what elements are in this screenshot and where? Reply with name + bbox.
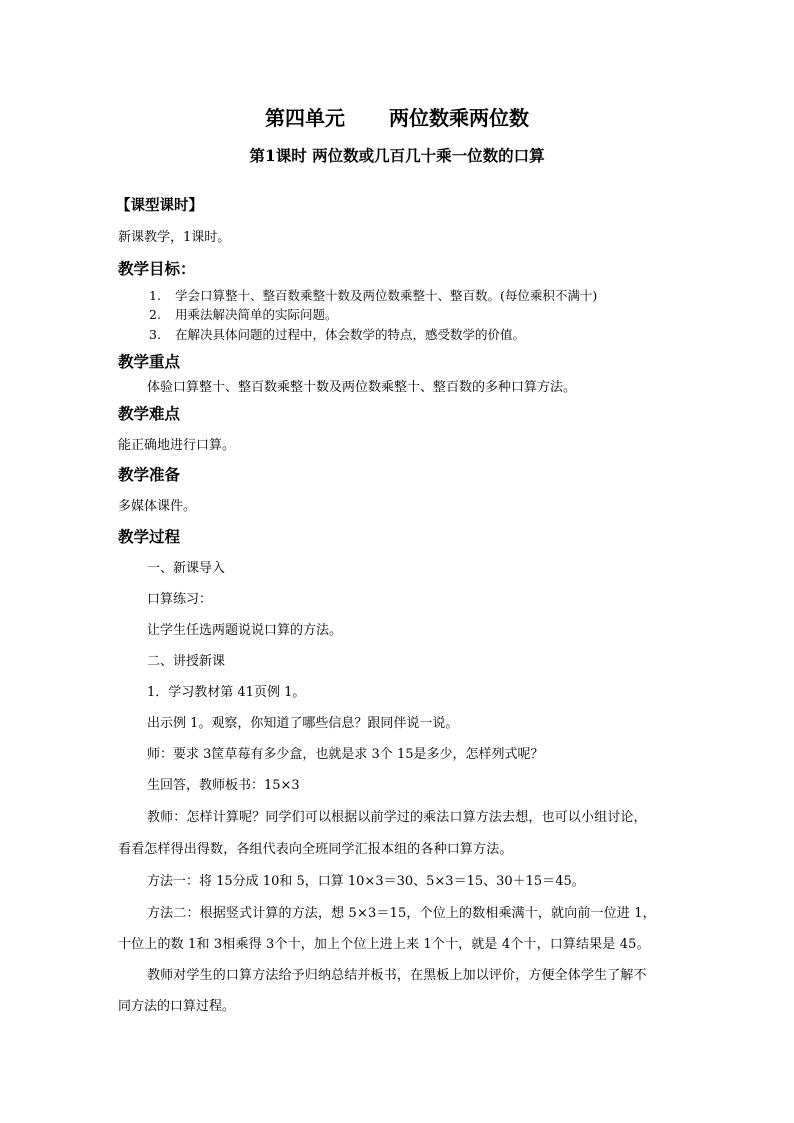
process-paragraph: 看看怎样得出得数，各组代表向全班同学汇报本组的各种口算方法。 [118,842,513,857]
goal-item [149,287,597,305]
process-paragraph: 生回答，教师板书：15×3 [147,778,300,793]
process-paragraph: 教师：怎样计算呢？同学们可以根据以前学过的乘法口算方法去想，也可以小组讨论， [147,810,647,825]
prep-text: 多媒体课件。 [118,499,197,514]
prep-heading: 教学准备 [118,465,181,484]
process-paragraph: 口算练习： [147,592,213,607]
type-heading: 【课型课时】 [116,197,203,214]
difficulty-heading: 教学难点 [118,404,181,423]
unit-title-name: 两位数乘两位数 [389,106,529,130]
process-paragraph: 二、讲授新课 [147,654,226,669]
process-paragraph: 同方法的口算过程。 [118,999,236,1014]
process-paragraph: 让学生任选两题说说口算的方法。 [147,623,343,638]
goal-number: 2. [149,307,161,322]
process-paragraph: 方法一：将 15分成 10和 5，口算 10×3＝30、5×3＝15、30＋15＝45。 [147,874,585,889]
process-paragraph: 教师对学生的口算方法给予归纳总结并板书，在黑板上加以评价，方便全体学生了解不 [147,968,647,983]
unit-title [0,104,794,132]
process-paragraph: 十位上的数 1和 3相乘得 3个十，加上个位上进上来 1个十，就是 4个十，口算结果是 45。 [118,937,650,952]
goal-number: 1. [149,288,161,303]
unit-title-number: 第四单元 [265,106,345,130]
process-paragraph: 师：要求 3筐草莓有多少盒，也就是求 3个 15是多少，怎样列式呢？ [147,747,544,762]
process-paragraph: 出示例 1。观察，你知道了哪些信息？跟同伴说一说。 [147,716,459,731]
difficulty-text: 能正确地进行口算。 [118,438,236,453]
key-heading: 教学重点 [118,352,181,371]
lesson-title: 第1课时 两位数或几百几十乘一位数的口算 [249,146,545,165]
goal-item [149,326,525,344]
key-text: 体验口算整十、整百数乘整十数及两位数乘整十、整百数的多种口算方法。 [147,380,577,395]
process-paragraph: 方法二：根据竖式计算的方法，想 5×3＝15，个位上的数相乘满十，就向前一位进 1， [147,906,656,921]
goals-heading: 教学目标： [118,259,196,278]
goal-text: 在解决具体问题的过程中，体会数学的特点，感受数学的价值。 [175,327,526,342]
goal-number: 3. [149,327,161,342]
goal-text: 学会口算整十、整百数乘整十数及两位数乘整十、整百数。(每位乘积不满十) [175,288,598,303]
goal-item [149,306,338,324]
process-paragraph: 一、新课导入 [147,561,226,576]
process-paragraph: 1．学习教材第 41页例 1。 [147,685,306,700]
type-text: 新课教学，1课时。 [118,230,231,245]
process-heading: 教学过程 [118,527,181,546]
goal-text: 用乘法解决简单的实际问题。 [175,307,338,322]
